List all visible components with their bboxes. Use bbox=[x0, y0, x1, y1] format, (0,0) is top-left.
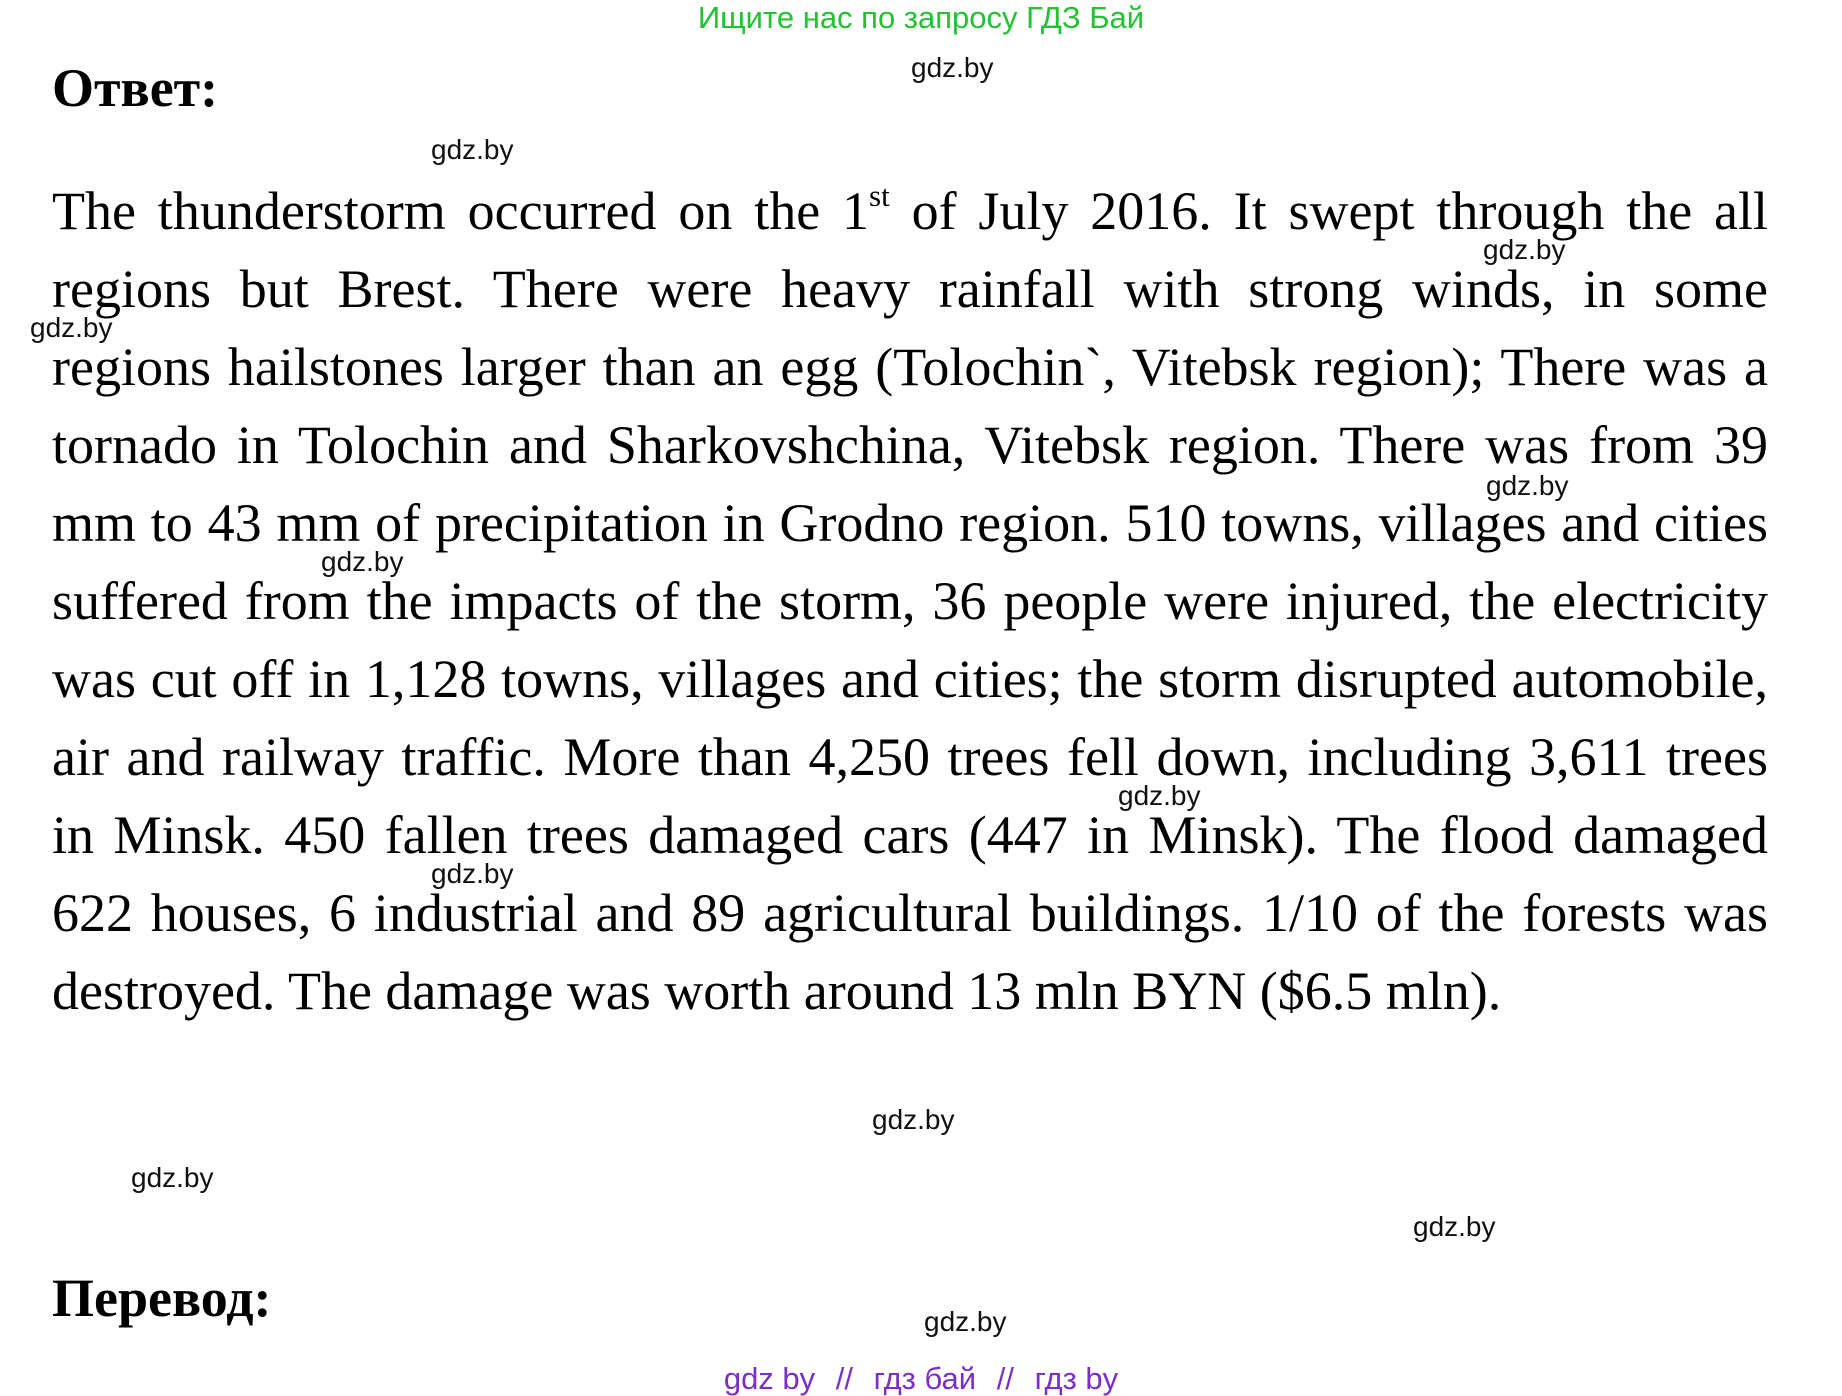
watermark: gdz.by bbox=[911, 52, 994, 83]
watermark: gdz.by bbox=[1486, 470, 1569, 501]
watermark: gdz.by bbox=[1413, 1211, 1496, 1242]
answer-heading: Ответ: bbox=[52, 58, 219, 118]
watermark: gdz.by bbox=[1483, 234, 1566, 265]
watermark: gdz.by bbox=[924, 1306, 1007, 1337]
footer-link-gdz-by[interactable]: gdz by bbox=[723, 1361, 816, 1396]
footer-separator: // bbox=[996, 1361, 1014, 1396]
footer-link-gdz-bai[interactable]: гдз бай bbox=[873, 1361, 977, 1396]
answer-text-part2: of July 2016. It swept through the all regions but Brest. There were heavy rainfall with strong winds, in some regions hailstones larger than an egg (Tolochin`, Vitebsk region); There was a tornado in Tolochin and Sharkovshchina, Vitebsk region. There was from 39 mm to 43 mm of precipitation in Grodno region. 510 towns, villages and cities suffered from the impacts of the storm, 36 people were injured, the electricity was cut off in 1,128 towns, villages and cities; the storm disrupted automobile, air and railway traffic. More than 4,250 trees fell down, including 3,611 trees in Minsk. 450 fallen trees damaged cars (447 in Minsk). The flood damaged 622 houses, 6 industrial and 89 agricultural buildings. 1/10 of the forests was destroyed. The damage was worth around 13 mln BYN ($6.5 mln). bbox=[52, 181, 1768, 1021]
watermark: gdz.by bbox=[131, 1162, 214, 1193]
answer-text bbox=[52, 172, 1768, 1030]
watermark: gdz.by bbox=[431, 858, 514, 889]
top-banner: Ищите нас по запросу ГДЗ Бай bbox=[697, 0, 1145, 35]
watermark: gdz.by bbox=[1118, 780, 1201, 811]
footer-separator: // bbox=[835, 1361, 854, 1396]
footer-links bbox=[0, 1362, 1842, 1396]
footer-link-gdz-by-ru[interactable]: гдз by bbox=[1034, 1361, 1119, 1396]
watermark: gdz.by bbox=[872, 1104, 955, 1135]
watermark: gdz.by bbox=[30, 312, 113, 343]
watermark: gdz.by bbox=[431, 134, 514, 165]
translation-heading: Перевод: bbox=[52, 1268, 272, 1328]
watermark: gdz.by bbox=[321, 546, 404, 577]
answer-text-part1: The thunderstorm occurred on the 1 bbox=[52, 181, 870, 241]
ordinal-suffix: st bbox=[869, 178, 890, 213]
